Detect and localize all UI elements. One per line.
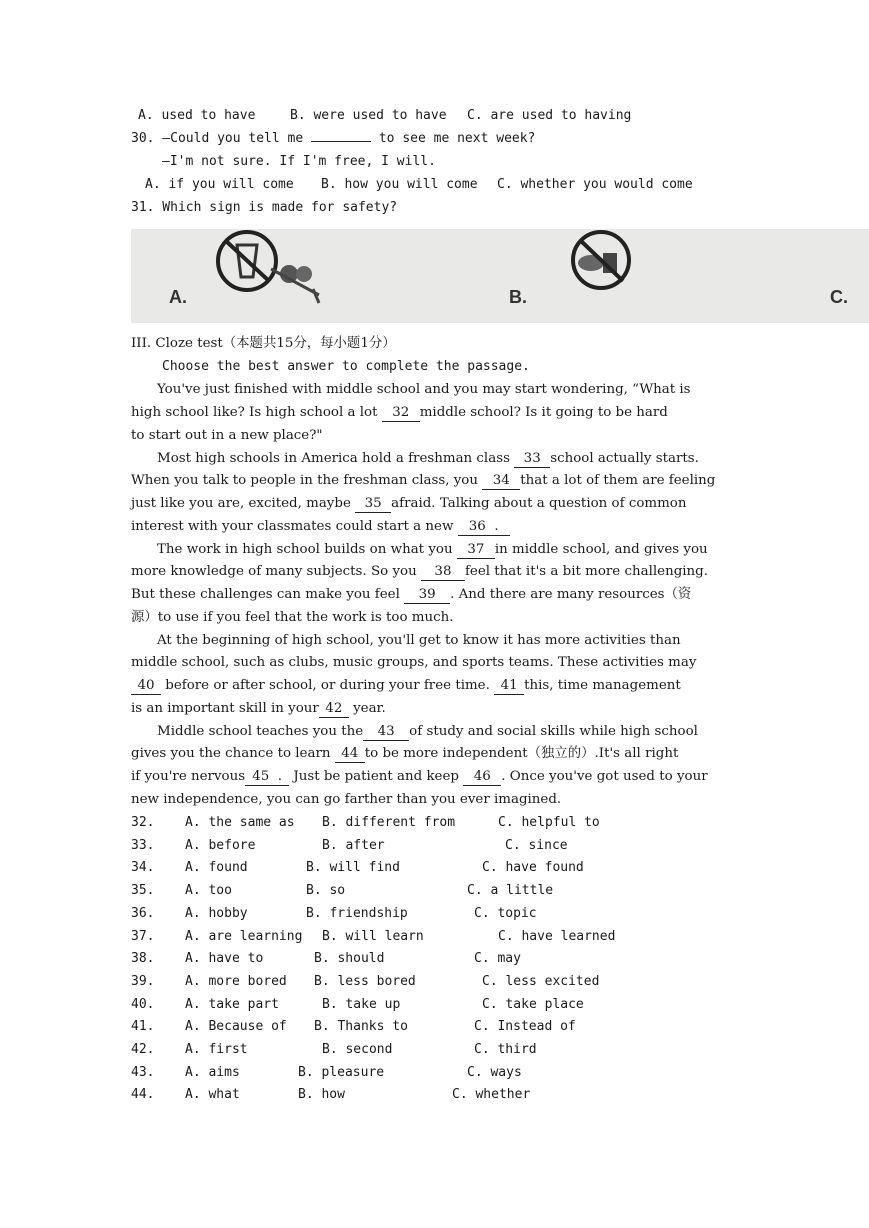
- passage-line: middle school, such as clubs, music groups, and sports teams. These activities may: [131, 655, 697, 670]
- q30-reply: —I'm not sure. If I'm free, I will.: [162, 154, 436, 169]
- answer-number: 44.: [131, 1087, 155, 1103]
- blank-42: 42: [319, 701, 349, 718]
- answer-number: 38.: [131, 951, 155, 967]
- answer-number: 34.: [131, 860, 155, 876]
- answer-option-b: B. pleasure: [298, 1064, 385, 1080]
- answer-option-a: A. too: [185, 883, 232, 899]
- blank-39: 39: [404, 587, 450, 604]
- no-food-icon: [553, 229, 649, 295]
- passage-line: Most high schools in America hold a freshman class 33 school actually starts.: [157, 451, 699, 466]
- answer-option-a: A. take part: [185, 996, 279, 1012]
- answer-option-c: C. topic: [474, 905, 537, 921]
- answer-number: 41.: [131, 1019, 155, 1035]
- answer-option-b: B. how: [298, 1087, 345, 1103]
- answer-option-c: C. may: [474, 951, 521, 967]
- answer-option-c: C. Instead of: [474, 1019, 576, 1035]
- blank-33: 33: [514, 451, 550, 468]
- answer-option-b: B. take up: [322, 996, 401, 1012]
- passage-line: interest with your classmates could start a new 36 .: [131, 517, 510, 536]
- passage-line: gives you the chance to learn 44 to be more independent（独立的）.It's all right: [131, 746, 679, 761]
- answer-option-c: C. ways: [467, 1064, 522, 1080]
- answer-option-b: B. should: [314, 951, 385, 967]
- answer-number: 32.: [131, 815, 155, 830]
- q30-option-b: B. how you will come: [321, 177, 478, 192]
- answer-option-c: C. have learned: [498, 928, 616, 944]
- q30-option-c: C. whether you would come: [497, 177, 693, 192]
- passage-line: At the beginning of high school, you'll get to know it has more activities than: [157, 633, 681, 648]
- blank-43: 43: [363, 724, 409, 741]
- answer-option-c: C. since: [505, 837, 568, 853]
- answer-option-b: B. less bored: [314, 973, 416, 989]
- passage-line: The work in high school builds on what you 37 in middle school, and gives you: [157, 542, 708, 557]
- answer-number: 36.: [131, 905, 155, 921]
- answer-option-b: B. will learn: [322, 928, 424, 944]
- passage-line: But these challenges can make you feel 39 . And there are many resources（资: [131, 587, 692, 602]
- passage-line: is an important skill in your 42 year.: [131, 701, 386, 716]
- blank-44: 44: [335, 746, 365, 763]
- answer-option-a: A. Because of: [185, 1019, 287, 1035]
- passage-line: if you're nervous 45 . Just be patient and keep 46 . Once you've got used to your: [131, 769, 708, 784]
- answer-option-c: C. whether: [452, 1087, 531, 1103]
- q30-option-a: A. if you will come: [145, 177, 294, 192]
- answer-option-b: B. different from: [322, 815, 456, 830]
- section-heading: III. Cloze test（本题共15分，每小题1分）: [131, 336, 396, 351]
- answer-option-a: A. what: [185, 1087, 240, 1103]
- q30-blank: [311, 141, 371, 142]
- answer-number: 42.: [131, 1042, 155, 1057]
- blank-45: 45 .: [245, 769, 289, 786]
- blank-34: 34: [482, 473, 520, 490]
- passage-line: high school like? Is high school a lot 32 middle school? Is it going to be hard: [131, 405, 668, 420]
- answer-option-b: B. so: [306, 883, 346, 899]
- passage-line: more knowledge of many subjects. So you 38 feel that it's a bit more challenging.: [131, 564, 708, 579]
- safety-signs-image: [131, 229, 869, 323]
- answer-option-a: A. aims: [185, 1064, 240, 1080]
- passage-line: Middle school teaches you the 43 of study and social skills while high school: [157, 724, 698, 739]
- answer-option-a: A. are learning: [185, 928, 303, 944]
- blank-46: 46: [463, 769, 501, 786]
- blank-40: 40: [131, 678, 161, 695]
- answer-number: 40.: [131, 996, 155, 1012]
- passage-line: 源）to use if you feel that the work is too much.: [131, 610, 454, 625]
- answer-number: 39.: [131, 973, 155, 989]
- blank-37: 37: [457, 542, 495, 559]
- answer-number: 43.: [131, 1064, 155, 1080]
- answer-option-c: C. less excited: [482, 973, 600, 989]
- answer-option-a: A. have to: [185, 951, 264, 967]
- blank-38: 38: [421, 564, 465, 581]
- answer-number: 35.: [131, 883, 155, 899]
- answer-option-a: A. more bored: [185, 973, 287, 989]
- blank-36: 36 .: [458, 519, 510, 536]
- q29-option-c: C. are used to having: [467, 108, 632, 123]
- answer-option-a: A. first: [185, 1042, 248, 1057]
- blank-32: 32: [382, 405, 420, 422]
- answer-option-b: B. friendship: [306, 905, 408, 921]
- sign-a-label: A.: [169, 287, 187, 307]
- answer-option-a: A. before: [185, 837, 256, 853]
- sign-b-label: B.: [509, 287, 527, 307]
- answer-option-b: B. second: [322, 1042, 393, 1057]
- passage-line: just like you are, excited, maybe 35 afraid. Talking about a question of common: [131, 496, 687, 511]
- answer-option-a: A. the same as: [185, 815, 295, 830]
- answer-number: 33.: [131, 837, 155, 853]
- no-drink-drive-icon: [209, 229, 339, 309]
- section-instruction: Choose the best answer to complete the passage.: [162, 359, 530, 374]
- answer-number: 37.: [131, 928, 155, 944]
- answer-option-c: C. third: [474, 1042, 537, 1057]
- answer-option-b: B. after: [322, 837, 385, 853]
- blank-35: 35: [355, 496, 391, 513]
- q30-stem: 30. —Could you tell me to see me next week?: [131, 131, 536, 146]
- blank-41: 41: [494, 678, 524, 695]
- answer-option-c: C. a little: [467, 883, 554, 899]
- answer-option-c: C. helpful to: [498, 815, 600, 830]
- q31-stem: 31. Which sign is made for safety?: [131, 200, 398, 215]
- q29-option-a: A. used to have: [138, 108, 256, 123]
- answer-option-b: B. Thanks to: [314, 1019, 408, 1035]
- answer-option-a: A. hobby: [185, 905, 248, 921]
- passage-line: When you talk to people in the freshman class, you 34 that a lot of them are feeling: [131, 473, 716, 488]
- answer-option-c: C. take place: [482, 996, 584, 1012]
- sign-c-label: C.: [830, 287, 848, 307]
- passage-line: You've just finished with middle school and you may start wondering, “What is: [157, 382, 691, 397]
- answer-option-b: B. will find: [306, 860, 400, 876]
- answer-option-c: C. have found: [482, 860, 584, 876]
- q29-option-b: B. were used to have: [290, 108, 447, 123]
- passage-line: to start out in a new place?": [131, 428, 323, 443]
- passage-line: 40 before or after school, or during your free time. 41 this, time management: [131, 676, 681, 695]
- passage-line: new independence, you can go farther than you ever imagined.: [131, 792, 562, 807]
- answer-option-a: A. found: [185, 860, 248, 876]
